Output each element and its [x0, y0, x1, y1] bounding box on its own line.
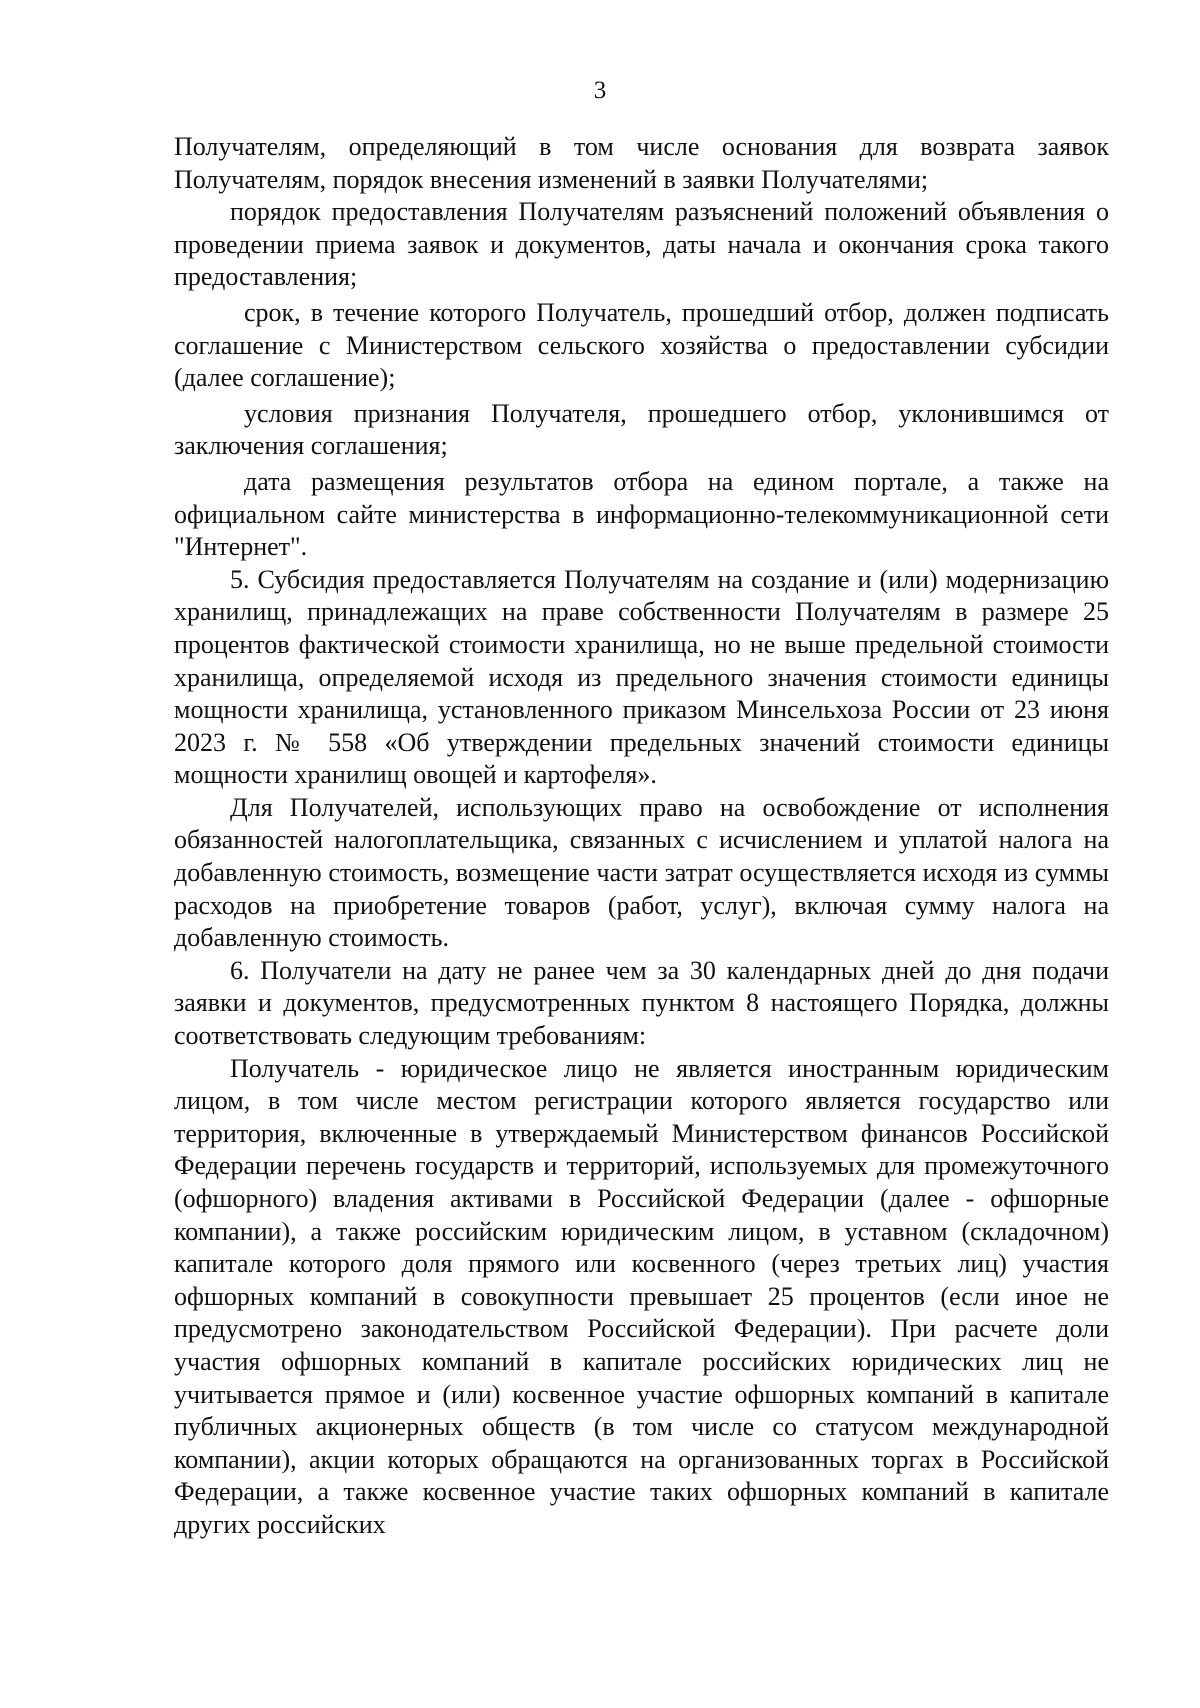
paragraph: дата размещения результатов отбора на едином портале, а также на официальном сайте министерства в информационно-телекоммуникационной сети "Интернет". — [174, 466, 1109, 562]
document-body — [174, 131, 1109, 1542]
paragraph: Получатель - юридическое лицо не является иностранным юридическим лицом, в том числе местом регистрации которого является государство или территория, включенные в утверждаемый Министерством финансов Российской Федерации перечень государств и территорий, используемых для промежуточного (офшорного) владения активами в Российской Федерации (далее - офшорные компании), а также российским юридическим лицом, в уставном (складочном) капитале которого доля прямого или косвенного (через третьих лиц) участия офшорных компаний в совокупности превышает 25 процентов (если иное не предусмотрено законодательством Российской Федерации). При расчете доли участия офшорных компаний в капитале российских юридических лиц не учитывается прямое и (или) косвенное участие офшорных компаний в капитале публичных акционерных обществ (в том числе со статусом международной компании), акции которых обращаются на организованных торгах в Российской Федерации, а также косвенное участие таких офшорных компаний в капитале других российских — [174, 1053, 1109, 1539]
page-number: 3 — [593, 77, 607, 104]
paragraph: условия признания Получателя, прошедшего отбор, уклонившимся от заключения соглашения; — [174, 398, 1109, 461]
paragraph: порядок предоставления Получателям разъяснений положений объявления о проведении приема заявок и документов, даты начала и окончания срока такого предоставления; — [174, 197, 1109, 292]
paragraph: 6. Получатели на дату не ранее чем за 30 календарных дней до дня подачи заявки и документов, предусмотренных пунктом 8 настоящего Порядка, должны соответствовать следующим требованиям: — [174, 955, 1109, 1051]
paragraph: Для Получателей, использующих право на освобождение от исполнения обязанностей налогоплательщика, связанных с исчислением и уплатой налога на добавленную стоимость, возмещение части затрат осуществляется исходя из суммы расходов на приобретение товаров (работ, услуг), включая сумму налога на добавленную стоимость. — [174, 792, 1109, 953]
paragraph: Получателям, определяющий в том числе основания для возврата заявок Получателям, порядок внесения изменений в заявки Получателями; — [174, 132, 1109, 194]
paragraph: срок, в течение которого Получатель, прошедший отбор, должен подписать соглашение с Министерством сельского хозяйства о предоставлении субсидии (далее соглашение); — [174, 297, 1109, 393]
paragraph: 5. Субсидия предоставляется Получателям на создание и (или) модернизацию хранилищ, принадлежащих на праве собственности Получателям в размере 25 процентов фактической стоимости хранилища, но не выше предельной стоимости хранилища, определяемой исходя из предельного значения стоимости единицы мощности хранилища, установленного приказом Минсельхоза России от 23 июня 2023 г. № 558 «Об утверждении предельных значений стоимости единицы мощности хранилищ овощей и картофеля». — [174, 564, 1109, 790]
